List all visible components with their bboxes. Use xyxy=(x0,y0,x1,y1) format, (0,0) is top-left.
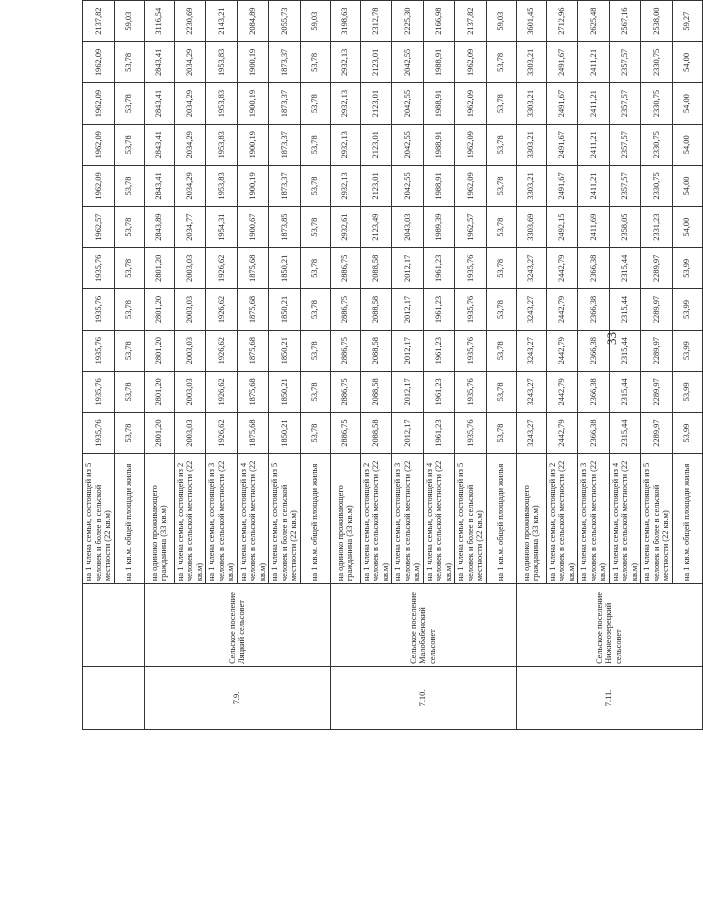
value-cell: 2567,16 xyxy=(609,1,641,42)
value-cell: 53,78 xyxy=(114,83,144,124)
value-cell: 2442,79 xyxy=(546,289,578,330)
value-cell: 2932,13 xyxy=(330,83,360,124)
value-cell: 2411,21 xyxy=(578,42,610,83)
value-cell: 1850,21 xyxy=(269,413,301,454)
row-description: на 1 члена семьи, состоящей из 4 человек в сельской местности (22 кв.м) xyxy=(423,454,455,584)
value-cell: 2843,41 xyxy=(144,83,174,124)
value-cell: 1961,23 xyxy=(423,330,455,371)
value-cell: 59,03 xyxy=(114,1,144,42)
value-cell: 2330,75 xyxy=(641,42,673,83)
value-cell: 2491,67 xyxy=(546,42,578,83)
value-cell: 2042,55 xyxy=(392,165,424,206)
value-cell: 2442,79 xyxy=(546,248,578,289)
value-cell: 53,78 xyxy=(300,289,330,330)
value-cell: 53,99 xyxy=(672,289,702,330)
value-cell: 1850,21 xyxy=(269,289,301,330)
row-description: на 1 кв.м. общей площади жилья xyxy=(114,454,144,584)
row-description: на одиноко проживающего гражданина (33 кв.м) xyxy=(330,454,360,584)
value-cell: 2315,44 xyxy=(609,371,641,412)
value-cell: 2843,41 xyxy=(144,42,174,83)
value-cell: 2357,57 xyxy=(609,124,641,165)
value-cell: 2801,20 xyxy=(144,248,174,289)
value-cell: 2932,61 xyxy=(330,207,360,248)
row-description: на 1 члена семьи, состоящей из 2 человек в сельской местности (22 кв.м) xyxy=(174,454,206,584)
value-cell: 2366,38 xyxy=(578,248,610,289)
value-cell: 2137,82 xyxy=(455,1,487,42)
row-description: на 1 члена семьи, состоящей из 5 человек и более в сельской местности (22 кв.м) xyxy=(83,454,115,584)
value-cell: 1988,91 xyxy=(423,124,455,165)
value-cell: 2491,67 xyxy=(546,83,578,124)
value-cell: 2034,29 xyxy=(174,124,206,165)
value-cell: 53,78 xyxy=(114,165,144,206)
value-cell: 1873,85 xyxy=(269,207,301,248)
value-cell: 53,78 xyxy=(486,165,516,206)
value-cell: 2801,20 xyxy=(144,371,174,412)
value-cell: 2801,20 xyxy=(144,413,174,454)
value-cell: 1926,62 xyxy=(206,248,238,289)
value-cell: 1875,68 xyxy=(237,371,269,412)
value-cell: 1962,57 xyxy=(455,207,487,248)
value-cell: 2442,79 xyxy=(546,413,578,454)
value-cell: 3303,21 xyxy=(516,124,546,165)
value-cell: 1926,62 xyxy=(206,330,238,371)
value-cell: 1988,91 xyxy=(423,42,455,83)
value-cell: 2137,82 xyxy=(83,1,115,42)
value-cell: 53,99 xyxy=(672,371,702,412)
value-cell: 3243,27 xyxy=(516,330,546,371)
value-cell: 2366,38 xyxy=(578,330,610,371)
value-cell: 2357,57 xyxy=(609,165,641,206)
value-cell: 1873,37 xyxy=(269,124,301,165)
value-cell: 2315,44 xyxy=(609,413,641,454)
row-description: на 1 члена семьи, состоящей из 3 человек в сельской местности (22 кв.м) xyxy=(206,454,238,584)
value-cell: 1962,57 xyxy=(83,207,115,248)
value-cell: 1873,37 xyxy=(269,83,301,124)
value-cell: 1935,76 xyxy=(455,413,487,454)
value-cell: 53,78 xyxy=(486,124,516,165)
value-cell: 2003,03 xyxy=(174,413,206,454)
row-description: на одиноко проживающего гражданина (33 кв.м) xyxy=(144,454,174,584)
value-cell: 1875,68 xyxy=(237,248,269,289)
value-cell: 1850,21 xyxy=(269,330,301,371)
value-cell: 2043,03 xyxy=(392,207,424,248)
settlement-name: Сельское поселение Ляцкий сельсовет xyxy=(144,584,330,667)
row-description: на 1 члена семьи, состоящей из 2 человек в сельской местности (22 кв.м) xyxy=(546,454,578,584)
value-cell: 2088,58 xyxy=(360,248,392,289)
value-cell: 3303,69 xyxy=(516,207,546,248)
value-cell: 1935,76 xyxy=(83,371,115,412)
value-cell: 2088,58 xyxy=(360,413,392,454)
row-description: на 1 члена семьи, состоящей из 2 человек в сельской местности (22 кв.м) xyxy=(360,454,392,584)
value-cell: 2166,98 xyxy=(423,1,455,42)
value-cell: 2034,29 xyxy=(174,83,206,124)
value-cell: 53,78 xyxy=(486,207,516,248)
row-description: на 1 кв.м. общей площади жилья xyxy=(300,454,330,584)
value-cell: 59,27 xyxy=(672,1,702,42)
value-cell: 1953,83 xyxy=(206,42,238,83)
value-cell: 1962,09 xyxy=(83,83,115,124)
value-cell: 2123,01 xyxy=(360,83,392,124)
value-cell: 1935,76 xyxy=(83,330,115,371)
value-cell: 2442,79 xyxy=(546,371,578,412)
value-cell: 53,78 xyxy=(114,248,144,289)
value-cell: 1962,09 xyxy=(83,165,115,206)
value-cell: 2315,44 xyxy=(609,330,641,371)
value-cell: 3243,27 xyxy=(516,371,546,412)
value-cell: 2088,58 xyxy=(360,330,392,371)
value-cell: 2366,38 xyxy=(578,289,610,330)
table-row xyxy=(144,1,174,730)
value-cell: 53,78 xyxy=(114,289,144,330)
value-cell: 2801,20 xyxy=(144,289,174,330)
value-cell: 2230,69 xyxy=(174,1,206,42)
value-cell: 1962,09 xyxy=(455,42,487,83)
value-cell: 1935,76 xyxy=(83,248,115,289)
value-cell: 1962,09 xyxy=(83,42,115,83)
value-cell: 53,78 xyxy=(300,371,330,412)
value-cell: 1953,83 xyxy=(206,83,238,124)
value-cell: 53,78 xyxy=(114,207,144,248)
row-description: на 1 кв.м. общей площади жилья xyxy=(672,454,702,584)
value-cell: 1875,68 xyxy=(237,413,269,454)
value-cell: 2843,41 xyxy=(144,165,174,206)
value-cell: 3601,45 xyxy=(516,1,546,42)
value-cell: 1873,37 xyxy=(269,165,301,206)
value-cell: 53,78 xyxy=(114,330,144,371)
value-cell: 2042,55 xyxy=(392,124,424,165)
table-row xyxy=(516,1,546,730)
value-cell: 53,78 xyxy=(300,413,330,454)
value-cell: 2411,21 xyxy=(578,165,610,206)
value-cell: 2411,21 xyxy=(578,124,610,165)
value-cell: 1935,76 xyxy=(455,248,487,289)
value-cell: 2491,67 xyxy=(546,124,578,165)
value-cell: 2366,38 xyxy=(578,371,610,412)
value-cell: 1926,62 xyxy=(206,289,238,330)
value-cell: 2491,67 xyxy=(546,165,578,206)
value-cell: 1961,23 xyxy=(423,413,455,454)
value-cell: 2088,58 xyxy=(360,289,392,330)
row-description: на 1 члена семьи, состоящей из 5 человек и более в сельской местности (22 кв.м) xyxy=(641,454,673,584)
value-cell: 54,00 xyxy=(672,83,702,124)
value-cell: 2003,03 xyxy=(174,330,206,371)
value-cell: 53,78 xyxy=(114,413,144,454)
value-cell: 54,00 xyxy=(672,165,702,206)
value-cell: 2123,01 xyxy=(360,124,392,165)
value-cell: 1850,21 xyxy=(269,248,301,289)
value-cell: 2315,44 xyxy=(609,248,641,289)
value-cell: 2012,17 xyxy=(392,371,424,412)
value-cell: 2801,20 xyxy=(144,330,174,371)
value-cell: 1953,83 xyxy=(206,165,238,206)
value-cell: 2366,38 xyxy=(578,413,610,454)
value-cell: 2886,75 xyxy=(330,289,360,330)
value-cell: 59,03 xyxy=(300,1,330,42)
value-cell: 1900,19 xyxy=(237,83,269,124)
value-cell: 2411,21 xyxy=(578,83,610,124)
value-cell: 2886,75 xyxy=(330,371,360,412)
value-cell: 2055,73 xyxy=(269,1,301,42)
value-cell: 2932,13 xyxy=(330,165,360,206)
value-cell: 2289,97 xyxy=(641,289,673,330)
value-cell: 1935,76 xyxy=(83,289,115,330)
value-cell: 2886,75 xyxy=(330,330,360,371)
value-cell: 1961,23 xyxy=(423,371,455,412)
value-cell: 2357,57 xyxy=(609,83,641,124)
value-cell: 2492,15 xyxy=(546,207,578,248)
value-cell: 2012,17 xyxy=(392,413,424,454)
value-cell: 3243,27 xyxy=(516,248,546,289)
value-cell: 2312,78 xyxy=(360,1,392,42)
value-cell: 1935,76 xyxy=(455,371,487,412)
value-cell: 53,78 xyxy=(114,124,144,165)
value-cell: 2003,03 xyxy=(174,289,206,330)
value-cell: 1962,09 xyxy=(455,165,487,206)
value-cell: 3198,63 xyxy=(330,1,360,42)
value-cell: 53,78 xyxy=(300,207,330,248)
value-cell: 2315,44 xyxy=(609,289,641,330)
value-cell: 2012,17 xyxy=(392,248,424,289)
value-cell: 53,78 xyxy=(486,413,516,454)
row-description: на одиноко проживающего гражданина (33 кв.м) xyxy=(516,454,546,584)
row-description: на 1 члена семьи, состоящей из 5 человек и более в сельской местности (22 кв.м) xyxy=(455,454,487,584)
value-cell: 1989,39 xyxy=(423,207,455,248)
page-number: 33 xyxy=(604,332,619,345)
value-cell: 1961,23 xyxy=(423,248,455,289)
value-cell: 2042,55 xyxy=(392,42,424,83)
value-cell: 2932,13 xyxy=(330,42,360,83)
section-number xyxy=(83,666,145,729)
value-cell: 2712,96 xyxy=(546,1,578,42)
value-cell: 2003,03 xyxy=(174,371,206,412)
value-cell: 59,03 xyxy=(486,1,516,42)
value-cell: 1962,09 xyxy=(455,124,487,165)
value-cell: 1962,09 xyxy=(83,124,115,165)
value-cell: 2123,49 xyxy=(360,207,392,248)
value-cell: 53,99 xyxy=(672,413,702,454)
value-cell: 53,78 xyxy=(114,42,144,83)
value-cell: 2289,97 xyxy=(641,413,673,454)
value-cell: 1935,76 xyxy=(83,413,115,454)
value-cell: 1900,19 xyxy=(237,165,269,206)
value-cell: 53,78 xyxy=(486,83,516,124)
value-cell: 54,00 xyxy=(672,124,702,165)
value-cell: 2330,75 xyxy=(641,124,673,165)
value-cell: 3303,21 xyxy=(516,83,546,124)
row-description: на 1 члена семьи, состоящей из 4 человек в сельской местности (22 кв.м) xyxy=(237,454,269,584)
value-cell: 53,78 xyxy=(486,330,516,371)
value-cell: 2034,77 xyxy=(174,207,206,248)
tariff-table xyxy=(82,0,703,730)
value-cell: 53,78 xyxy=(300,83,330,124)
value-cell: 53,78 xyxy=(486,248,516,289)
row-description: на 1 кв.м. общей площади жилья xyxy=(486,454,516,584)
settlement-name: Сельское поселение Нижнеозерецкий сельсовет xyxy=(516,584,702,667)
value-cell: 53,78 xyxy=(300,165,330,206)
value-cell: 1875,68 xyxy=(237,289,269,330)
value-cell: 2932,13 xyxy=(330,124,360,165)
value-cell: 53,78 xyxy=(300,248,330,289)
value-cell: 2357,57 xyxy=(609,42,641,83)
value-cell: 2034,29 xyxy=(174,42,206,83)
value-cell: 2289,97 xyxy=(641,330,673,371)
settlement-name xyxy=(83,584,145,667)
value-cell: 2143,21 xyxy=(206,1,238,42)
value-cell: 2330,75 xyxy=(641,83,673,124)
value-cell: 2289,97 xyxy=(641,248,673,289)
value-cell: 2538,00 xyxy=(641,1,673,42)
value-cell: 2330,75 xyxy=(641,165,673,206)
value-cell: 53,78 xyxy=(486,42,516,83)
value-cell: 2358,05 xyxy=(609,207,641,248)
value-cell: 1900,19 xyxy=(237,42,269,83)
value-cell: 2843,41 xyxy=(144,124,174,165)
value-cell: 1954,31 xyxy=(206,207,238,248)
value-cell: 1988,91 xyxy=(423,83,455,124)
row-description: на 1 члена семьи, состоящей из 4 человек в сельской местности (22 кв.м) xyxy=(609,454,641,584)
value-cell: 1926,62 xyxy=(206,371,238,412)
value-cell: 53,78 xyxy=(114,371,144,412)
value-cell: 53,78 xyxy=(300,42,330,83)
value-cell: 2625,48 xyxy=(578,1,610,42)
value-cell: 1875,68 xyxy=(237,330,269,371)
value-cell: 2886,75 xyxy=(330,248,360,289)
value-cell: 2012,17 xyxy=(392,289,424,330)
value-cell: 3243,27 xyxy=(516,413,546,454)
value-cell: 3303,21 xyxy=(516,42,546,83)
row-description: на 1 члена семьи, состоящей из 5 человек и более в сельской местности (22 кв.м) xyxy=(269,454,301,584)
value-cell: 1935,76 xyxy=(455,289,487,330)
value-cell: 53,78 xyxy=(486,371,516,412)
value-cell: 53,78 xyxy=(300,124,330,165)
value-cell: 1850,21 xyxy=(269,371,301,412)
value-cell: 1953,83 xyxy=(206,124,238,165)
value-cell: 53,99 xyxy=(672,330,702,371)
settlement-name: Сельское поселение Малобабенский сельсовет xyxy=(330,584,516,667)
value-cell: 2843,89 xyxy=(144,207,174,248)
value-cell: 2886,75 xyxy=(330,413,360,454)
value-cell: 3243,27 xyxy=(516,289,546,330)
value-cell: 2042,55 xyxy=(392,83,424,124)
value-cell: 1873,37 xyxy=(269,42,301,83)
value-cell: 2442,79 xyxy=(546,330,578,371)
value-cell: 1900,19 xyxy=(237,124,269,165)
value-cell: 53,78 xyxy=(486,289,516,330)
value-cell: 3116,54 xyxy=(144,1,174,42)
value-cell: 54,00 xyxy=(672,42,702,83)
section-number: 7.11. xyxy=(516,666,702,729)
section-number: 7.10. xyxy=(330,666,516,729)
table-row xyxy=(83,1,115,730)
value-cell: 1900,67 xyxy=(237,207,269,248)
value-cell: 54,00 xyxy=(672,207,702,248)
value-cell: 2123,01 xyxy=(360,165,392,206)
value-cell: 53,99 xyxy=(672,248,702,289)
value-cell: 2003,03 xyxy=(174,248,206,289)
value-cell: 1961,23 xyxy=(423,289,455,330)
row-description: на 1 члена семьи, состоящей из 3 человек в сельской местности (22 кв.м) xyxy=(392,454,424,584)
value-cell: 1926,62 xyxy=(206,413,238,454)
value-cell: 3303,21 xyxy=(516,165,546,206)
value-cell: 1988,91 xyxy=(423,165,455,206)
row-description: на 1 члена семьи, состоящей из 3 человек в сельской местности (22 кв.м) xyxy=(578,454,610,584)
value-cell: 2123,01 xyxy=(360,42,392,83)
value-cell: 2289,97 xyxy=(641,371,673,412)
value-cell: 2331,23 xyxy=(641,207,673,248)
table-row xyxy=(330,1,360,730)
value-cell: 2225,30 xyxy=(392,1,424,42)
value-cell: 1962,09 xyxy=(455,83,487,124)
value-cell: 53,78 xyxy=(300,330,330,371)
value-cell: 2034,29 xyxy=(174,165,206,206)
value-cell: 1935,76 xyxy=(455,330,487,371)
value-cell: 2084,89 xyxy=(237,1,269,42)
value-cell: 2088,58 xyxy=(360,371,392,412)
section-number: 7.9. xyxy=(144,666,330,729)
value-cell: 2012,17 xyxy=(392,330,424,371)
value-cell: 2411,69 xyxy=(578,207,610,248)
